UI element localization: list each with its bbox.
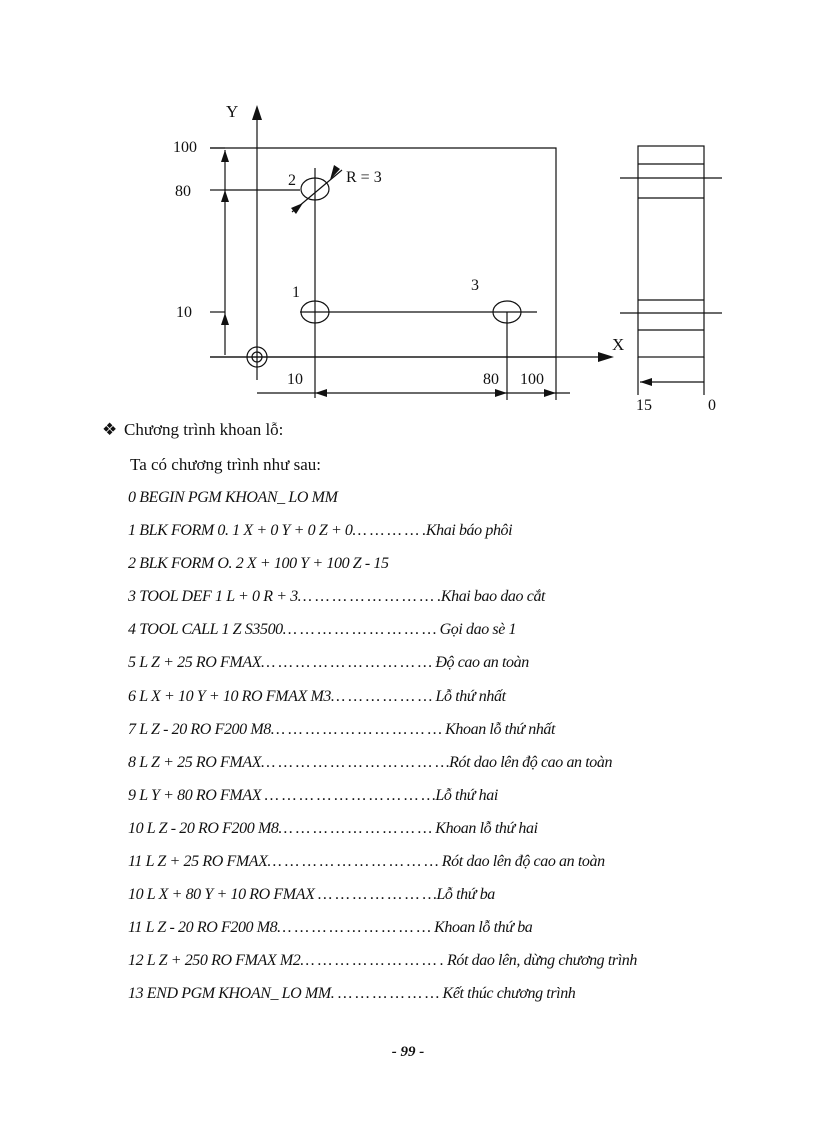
radius-label: R = 3 xyxy=(346,169,382,186)
hole-label-3: 3 xyxy=(471,277,479,294)
section-title: Chương trình khoan lỗ: xyxy=(124,420,284,439)
program-line: 7 L Z - 20 RO F200 M8… … … … … … … … … … Khoan lỗ thứ nhất xyxy=(128,720,556,738)
program-line: 8 L Z + 25 RO FMAX… … … … … … … … … … …Rót dao lên độ cao an toàn xyxy=(128,753,613,771)
axis-x-label: X xyxy=(612,335,625,354)
program-line: 10 L X + 80 Y + 10 RO FMAX … … … … … … …Lỗ thứ ba xyxy=(128,886,495,904)
axis-y-label: Y xyxy=(226,102,239,121)
diamond-bullet-icon: ❖ xyxy=(102,420,118,439)
side-label-0: 0 xyxy=(708,397,716,414)
workpiece-outline xyxy=(210,148,556,357)
program-line: 4 TOOL CALL 1 Z S3500… … … … … … … … … Gọi dao sè 1 xyxy=(128,621,517,639)
x-tick-80: 80 xyxy=(483,371,499,388)
program-line: 1 BLK FORM 0. 1 X + 0 Y + 0 Z + 0… … … … .Khai báo phôi xyxy=(128,522,513,540)
y-tick-80: 80 xyxy=(175,183,191,200)
hole-label-1: 1 xyxy=(292,284,300,301)
intro-text: Ta có chương trình như sau: xyxy=(130,455,321,474)
x-tick-10: 10 xyxy=(287,371,303,388)
y-tick-10: 10 xyxy=(176,304,192,321)
program-line: 6 L X + 10 Y + 10 RO FMAX M3… … … … … … Lỗ thứ nhất xyxy=(128,687,506,705)
program-line: 11 L Z - 20 RO F200 M8… … … … … … … … … Khoan lỗ thứ ba xyxy=(128,919,533,937)
program-line: 5 L Z + 25 RO FMAX… … … … … … … … … … Độ cao an toàn xyxy=(128,654,529,672)
program-line: 11 L Z + 25 RO FMAX… … … … … … … … … … Rót dao lên độ cao an toàn xyxy=(128,853,605,871)
program-listing xyxy=(128,486,637,1016)
program-line: 0 BEGIN PGM KHOAN_ LO MM xyxy=(128,489,338,506)
program-line: 3 TOOL DEF 1 L + 0 R + 3… … … … … … … … .Khai bao dao cắt xyxy=(128,588,546,606)
side-label-15: 15 xyxy=(636,397,652,414)
hole-label-2: 2 xyxy=(288,172,296,189)
x-tick-100: 100 xyxy=(520,371,544,388)
y-tick-100: 100 xyxy=(173,139,197,156)
page-number: - 99 - xyxy=(391,1044,425,1060)
program-line: 9 L Y + 80 RO FMAX … … … … … … … … … …Lỗ thứ hai xyxy=(128,786,498,804)
program-line: 13 END PGM KHOAN_ LO MM. … … … … … … Kết thúc chương trình xyxy=(128,985,576,1003)
program-line: 12 L Z + 250 RO FMAX M2… … … … … … … … . Rót dao lên, dừng chương trình xyxy=(128,952,637,970)
drilling-drawing xyxy=(0,0,816,420)
program-line: 10 L Z - 20 RO F200 M8… … … … … … … … … Khoan lỗ thứ hai xyxy=(128,819,538,837)
program-line: 2 BLK FORM O. 2 X + 100 Y + 100 Z - 15 xyxy=(128,555,389,573)
section-heading xyxy=(102,420,283,440)
